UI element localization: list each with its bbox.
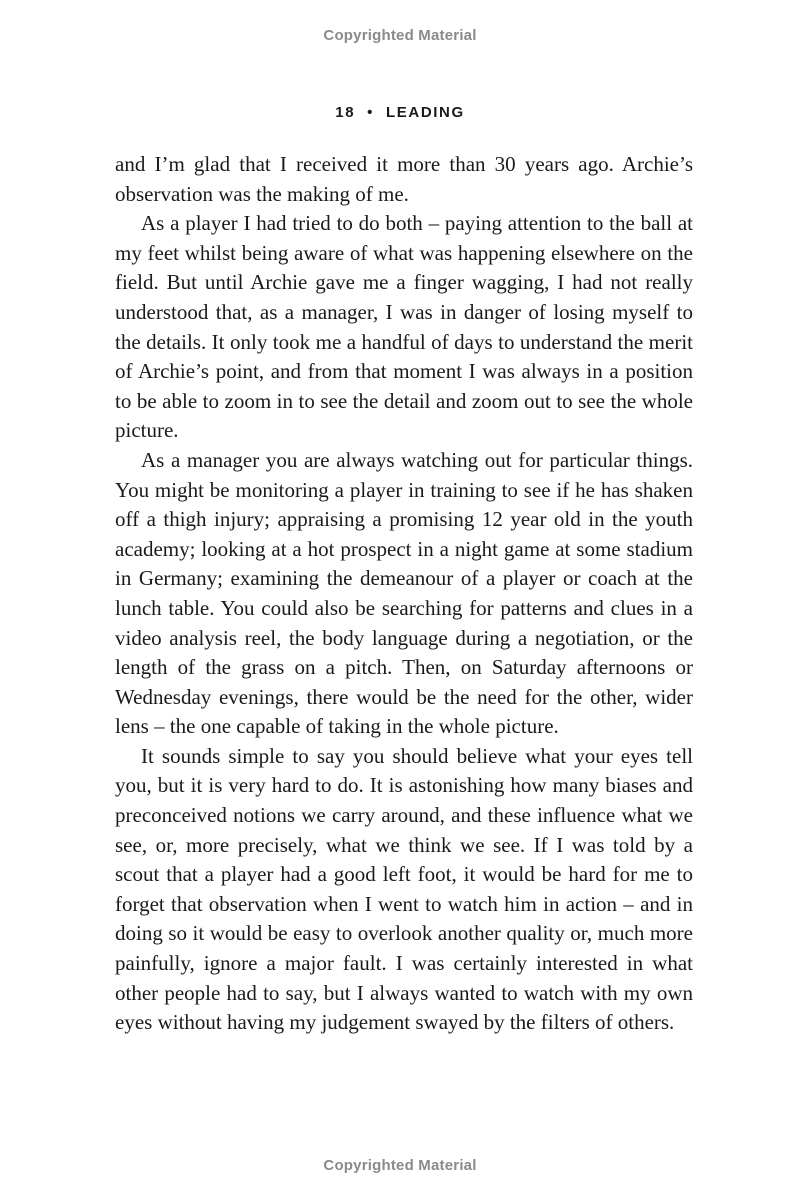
body-text: [115, 150, 693, 1038]
paragraph-1: and I’m glad that I received it more than 30 years ago. Archie’s observation was the making of me.: [115, 152, 693, 206]
running-head: [0, 104, 800, 121]
section-title: LEADING: [386, 104, 465, 121]
copyright-watermark-bottom: Copyrighted Material: [323, 1157, 477, 1174]
bullet-separator: •: [367, 104, 375, 121]
copyright-watermark-top: Copyrighted Material: [323, 27, 477, 44]
page-number: 18: [335, 104, 356, 121]
paragraph-3: As a manager you are always watching out for particular things. You might be monitoring a player in training to see if he has shaken off a thigh injury; appraising a promising 12 year old in the youth academy; looking at a hot prospect in a night game at some stadium in Germany; examining the demeanour of a player or coach at the lunch table. You could also be searching for patterns and clues in a video analysis reel, the body language during a negotiation, or the length of the grass on a pitch. Then, on Saturday afternoons or Wednesday evenings, there would be the need for the other, wider lens – the one capable of taking in the whole picture.: [115, 447, 693, 739]
paragraph-2: As a player I had tried to do both – paying attention to the ball at my feet whilst being aware of what was happening elsewhere on the field. But until Archie gave me a finger wagging, I had not really understood that, as a manager, I was in danger of losing myself to the details. It only took me a handful of days to understand the merit of Archie’s point, and from that moment I was always in a position to be able to zoom in to see the detail and zoom out to see the whole picture.: [115, 211, 693, 443]
paragraph-4: It sounds simple to say you should believe what your eyes tell you, but it is very hard to do. It is astonishing how many biases and preconceived notions we carry around, and these influence what we see, or, more precisely, what we think we see. If I was told by a scout that a player had a good left foot, it would be hard for me to forget that observation when I went to watch him in action – and in doing so it would be easy to overlook another quality or, much more painfully, ignore a major fault. I was certainly interested in what other people had to say, but I always wanted to watch with my own eyes without having my judgement swayed by the filters of others.: [115, 743, 693, 1035]
